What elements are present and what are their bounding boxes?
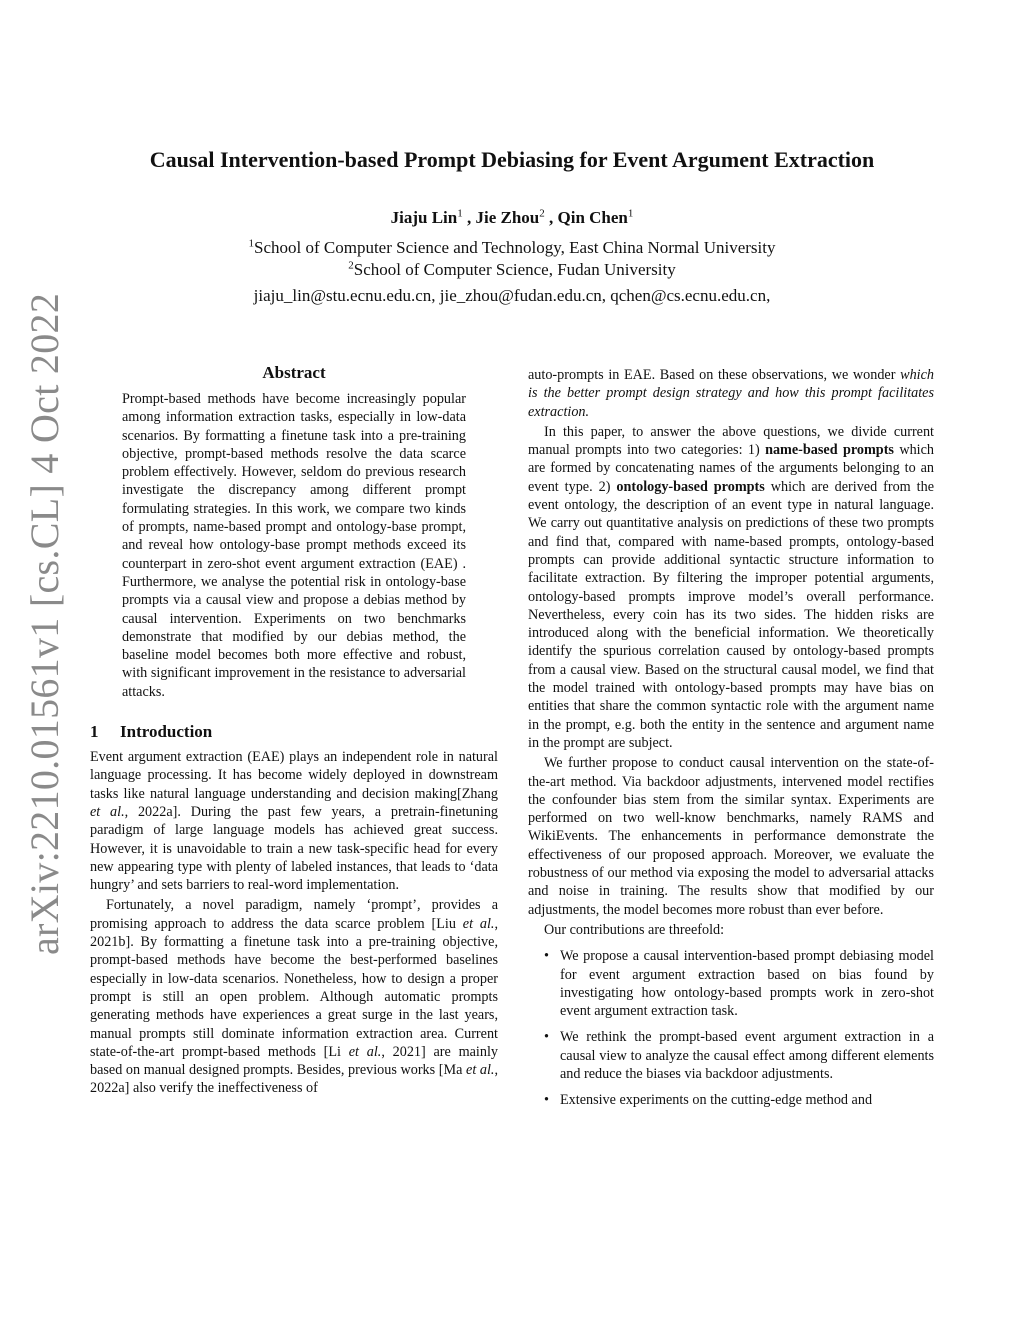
author-affiliation-mark: 1 bbox=[627, 207, 634, 220]
right-column bbox=[528, 366, 934, 1118]
affiliation-mark: 1 bbox=[248, 237, 255, 250]
contribution-item bbox=[528, 947, 934, 1020]
author-affiliation-mark: 1 bbox=[457, 207, 463, 220]
citation-etal: et al. bbox=[348, 1043, 382, 1060]
author-name: Jie Zhou bbox=[475, 208, 540, 227]
contribution-item bbox=[528, 1091, 934, 1109]
citation-etal: et al. bbox=[462, 915, 495, 932]
affiliation-text: School of Computer Science and Technology, East China Normal University bbox=[254, 238, 776, 257]
affiliation bbox=[60, 236, 964, 260]
bullet-icon: • bbox=[544, 1092, 549, 1109]
author-name: Qin Chen bbox=[557, 208, 628, 227]
text-run: , 2021] are mainly based on manual designed prompts. Besides, previous works [Ma bbox=[90, 1043, 498, 1079]
text-run: auto-prompts in EAE. Based on these observations, we wonder bbox=[528, 367, 901, 383]
body-paragraph bbox=[528, 366, 934, 421]
text-run: which are formed by concatenating names of the arguments belonging to an event type. 2) bbox=[528, 442, 934, 495]
contribution-text: We propose a causal intervention-based prompt debiasing model for event argument extraction based on bias found by investigating how ontology-based prompts work in zero-shot event argument extraction task. bbox=[560, 948, 934, 1020]
text-run: which are derived from the event ontology, the description of an event type in natural language. We carry out quantitative analysis on predictions of these two prompts and find that, compared with name-based prompts, ontology-based prompts can provide additional syntactic structure information to facilitate extraction. By filtering the improper potential arguments, ontology-based prompts improve model’s overall performance. Nevertheless, every coin has its two sides. The hidden risks are introduced along with the beneficial information. We theoretically identify the spurious correlation caused by ontology-based prompts from a causal view. Based on the structural causal model, we find that the model trained with ontology-based prompts may have bias on entities that share the common syntactic role with the argument name in the prompt, e.g. both the entity in the sentence and argument name in the prompt are subject. bbox=[528, 478, 934, 751]
contribution-text: We rethink the prompt-based event argument extraction in a causal view to analyze the causal effect among different elements and reduce the biases via backdoor adjustments. bbox=[560, 1029, 934, 1082]
author-list: Jiaju Lin$^1$ , Jie Zhou$^2$ , Qin Chen$^1$ bbox=[390, 207, 634, 227]
affiliation-mark: 2 bbox=[348, 259, 354, 272]
author-emails: jiaju_lin@stu.ecnu.edu.cn, jie_zhou@fudan.edu.cn, qchen@cs.ecnu.edu.cn, bbox=[253, 286, 771, 305]
bullet-icon: • bbox=[544, 1029, 549, 1046]
paper-title: Causal Intervention-based Prompt Debiasing for Event Argument Extraction bbox=[149, 147, 875, 172]
intro-paragraph bbox=[90, 748, 498, 894]
term-name-based-prompts: name-based prompts bbox=[765, 442, 894, 459]
contributions-lead: Our contributions are threefold: bbox=[544, 921, 725, 938]
contribution-text: Extensive experiments on the cutting-edge method and bbox=[560, 1092, 873, 1109]
contribution-item bbox=[528, 1028, 934, 1083]
section-number: 1 bbox=[90, 722, 99, 742]
affiliation-text: School of Computer Science, Fudan University bbox=[353, 260, 676, 279]
section-heading bbox=[90, 721, 498, 743]
text-run: , 2022a]. During the past few years, a pretrain-finetuning paradigm of large language models has achieved great success. However, it is unavoidable to train a new task-specific head for every new appearing type with plenty of labeled instances, that leads to ‘data hungry’ and sets barriers to real-word implementation. bbox=[90, 803, 499, 894]
text-run: , 2021b]. By formatting a finetune task into a pre-training objective, prompt-based methods have become the best-performed baselines especially in low-data scenarios. Nonetheless, how to design a proper prompt is still an open problem. Although automatic prompts generating methods have experiences a great surge in the last years, manual prompts still dominate information extraction area. Current state-of-the-art prompt-based methods [Li bbox=[90, 915, 499, 1060]
author-affiliation-mark: 2 bbox=[539, 207, 545, 220]
text-run: In this paper, to answer the above questions, we divide current manual prompts into two categories: 1) bbox=[528, 423, 934, 459]
abstract-text: Prompt-based methods have become increasingly popular among information extraction tasks, especially in low-data scenarios. By formatting a finetune task into a pre-training objective, prompt-based methods resolve the data scarce problem effectively. However, seldom do previous research investigate the discrepancy among different prompt formulating strategies. In this work, we compare two kinds of prompts, name-based prompt and ontology-base prompt, and reveal how ontology-base prompt methods exceed its counterpart in zero-shot event argument extraction (EAE) . Furthermore, we analyse the potential risk in ontology-base prompts via a causal view and propose a debias method by causal intervention. Experiments on two benchmarks demonstrate that modified by our debias method, the baseline model becomes both more effective and robust, with significant improvement in the resistance to adversarial attacks. bbox=[122, 391, 466, 700]
body-paragraph bbox=[528, 423, 934, 752]
text-run: Event argument extraction (EAE) plays an independent role in natural language processing. It has become widely deployed in downstream tasks like natural language understanding and decision making[Zhang bbox=[90, 749, 498, 802]
author-name: Jiaju Lin bbox=[390, 208, 458, 227]
left-column bbox=[90, 362, 498, 1098]
contributions-list bbox=[528, 947, 934, 1109]
citation-etal: et al. bbox=[466, 1062, 495, 1079]
research-question: which is the better prompt design strategy and how this prompt facilitates extraction. bbox=[528, 367, 934, 420]
intro-paragraph bbox=[90, 896, 498, 1097]
term-ontology-based-prompts: ontology-based prompts bbox=[616, 478, 765, 495]
affiliation bbox=[60, 258, 964, 282]
text-run: Fortunately, a novel paradigm, namely ‘prompt’, provides a promising approach to address the data scarce problem [Liu bbox=[90, 897, 498, 932]
text-run: , 2022a] also verify the ineffectiveness of bbox=[90, 1062, 499, 1097]
bullet-icon: • bbox=[544, 948, 549, 965]
arxiv-identifier: arXiv:2210.01561v1 [cs.CL] 4 Oct 2022 bbox=[22, 292, 67, 955]
abstract-heading: Abstract bbox=[262, 363, 326, 382]
citation-etal: et al. bbox=[90, 803, 125, 820]
section-title: Introduction bbox=[120, 722, 213, 742]
body-paragraph: We further propose to conduct causal intervention on the state-of-the-art method. Via backdoor adjustments, intervened model rectifies the confounder bias stem from the similar syntax. Experiments are performed on two well-know benchmarks, namely RAMS and WikiEvents. The enhancements in performance demonstrate the effectiveness of our proposed approach. Moreover, we evaluate the robustness of our method via exposing the model to adversarial attacks and noise in training. The results show that modified by our adjustments, the model becomes more robust than ever before. bbox=[528, 755, 934, 918]
